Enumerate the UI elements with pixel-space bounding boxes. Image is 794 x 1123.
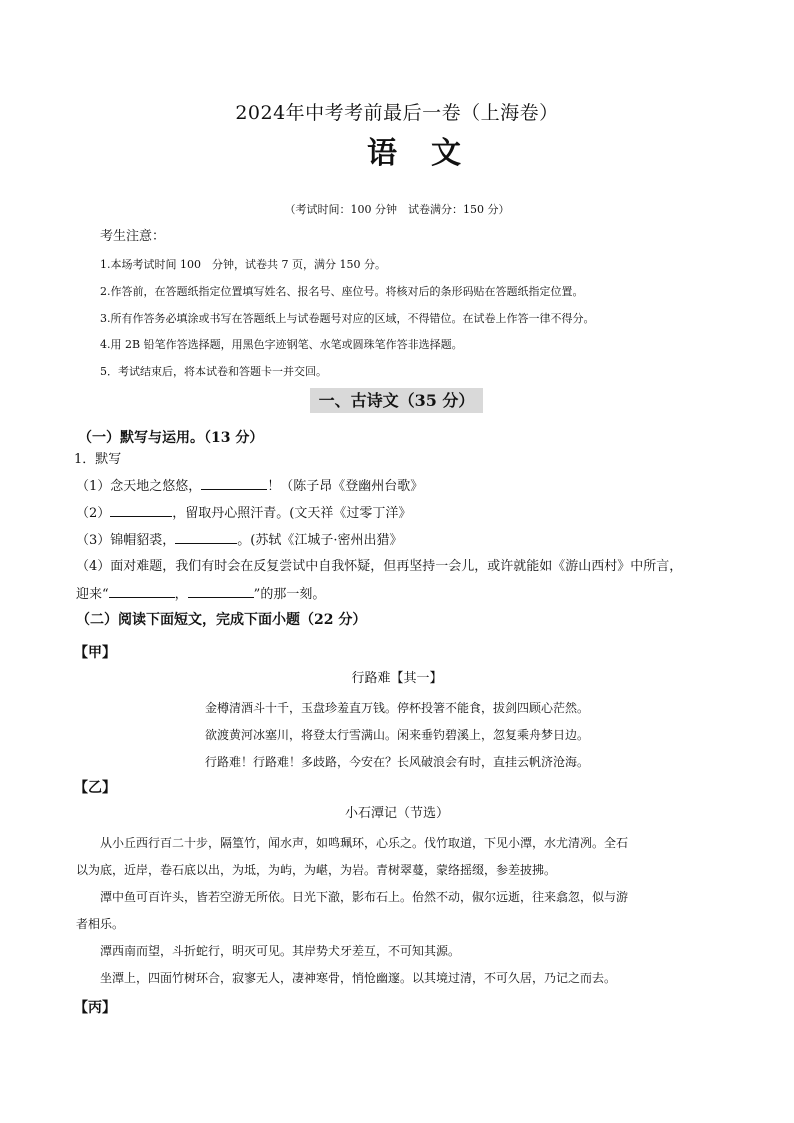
notice-item-5: 5．考试结束后，将本试卷和答题卡一并交回。 <box>100 365 327 378</box>
poem-line-2: 欲渡黄河冰塞川，将登太行雪满山。闲来垂钓碧溪上，忽复乘舟梦日边。 <box>204 728 589 742</box>
yi-label: 【乙】 <box>74 780 116 796</box>
essay-para2-line1: 潭中鱼可百许头，皆若空游无所依。日光下澈，影布石上。佁然不动，俶尔远逝，往来翕忽，似与游 <box>100 890 629 904</box>
jia-label: 【甲】 <box>74 645 116 661</box>
essay-para1-line1: 从小丘西行百二十步，隔篁竹，闻水声，如鸣珮环，心乐之。伐竹取道，下见小潭，水尤清冽。全石 <box>100 836 629 850</box>
part1-title: （一）默写与运用。（13 分） <box>78 430 264 446</box>
answer-blank[interactable] <box>175 531 237 544</box>
essay-para4: 坐潭上，四面竹树环合，寂寥无人，凄神寒骨，悄怆幽邃。以其境过清，不可久居，乃记之而去。 <box>100 971 617 985</box>
notice-item-4: 4.用 2B 铅笔作答选择题，用黑色字迹钢笔、水笔或圆珠笔作答非选择题。 <box>100 338 463 351</box>
essay-para2-line2: 者相乐。 <box>76 917 125 931</box>
notice-item-1: 1.本场考试时间 100 分钟，试卷共 7 页，满分 150 分。 <box>100 258 386 271</box>
part2-title: （二）阅读下面短文，完成下面小题（22 分） <box>76 612 367 628</box>
essay-para1-line2: 以为底，近岸，卷石底以出，为坻，为屿，为嵁，为岩。青树翠蔓，蒙络摇缀，参差披拂。 <box>76 863 557 877</box>
q1-label: 1．默写 <box>74 452 122 467</box>
section-title: 一、古诗文（35 分） <box>310 388 483 413</box>
poem-line-3: 行路难！行路难！多歧路，今安在？长风破浪会有时，直挂云帆济沧海。 <box>204 755 589 769</box>
q1-item-4-line2: 迎来“ ， ”的那一刻。 <box>76 587 326 602</box>
q1-item-4-line1: （4）面对难题，我们有时会在反复尝试中自我怀疑，但再坚持一会儿，或许就能如《游山西村》中所言， <box>76 559 683 574</box>
q1-item-1: （1）念天地之悠悠， ！（陈子昂《登幽州台歌》 <box>76 479 424 494</box>
essay-para3: 潭西南而望，斗折蛇行，明灭可见。其岸势犬牙差互，不可知其源。 <box>100 944 461 958</box>
essay-title: 小石潭记（节选） <box>344 806 449 821</box>
subject-title: 语文 <box>367 136 495 171</box>
exam-info: （考试时间：100 分钟 试卷满分：150 分） <box>284 203 510 216</box>
answer-blank[interactable] <box>110 504 172 517</box>
notice-heading: 考生注意： <box>100 229 166 244</box>
q1-item-2: （2） ，留取丹心照汗青。(文天祥《过零丁洋》 <box>76 506 412 521</box>
exam-title: 2024年中考考前最后一卷（上海卷） <box>235 102 559 124</box>
poem-title: 行路难【其一】 <box>351 671 443 686</box>
answer-blank[interactable] <box>201 477 267 490</box>
answer-blank[interactable] <box>109 585 175 598</box>
poem-line-1: 金樽清酒斗十千，玉盘珍羞直万钱。停杯投箸不能食，拔剑四顾心茫然。 <box>204 701 589 715</box>
bing-label: 【丙】 <box>74 1000 116 1016</box>
notice-item-3: 3.所有作答务必填涂或书写在答题纸上与试卷题号对应的区域，不得错位。在试卷上作答一律不得分。 <box>100 312 595 325</box>
answer-blank[interactable] <box>188 585 254 598</box>
q1-item-3: （3）锦帽貂裘， 。(苏轼《江城子·密州出猎》 <box>76 533 403 548</box>
notice-item-2: 2.作答前，在答题纸指定位置填写姓名、报名号、座位号。将核对后的条形码贴在答题纸指定位置。 <box>100 285 584 298</box>
